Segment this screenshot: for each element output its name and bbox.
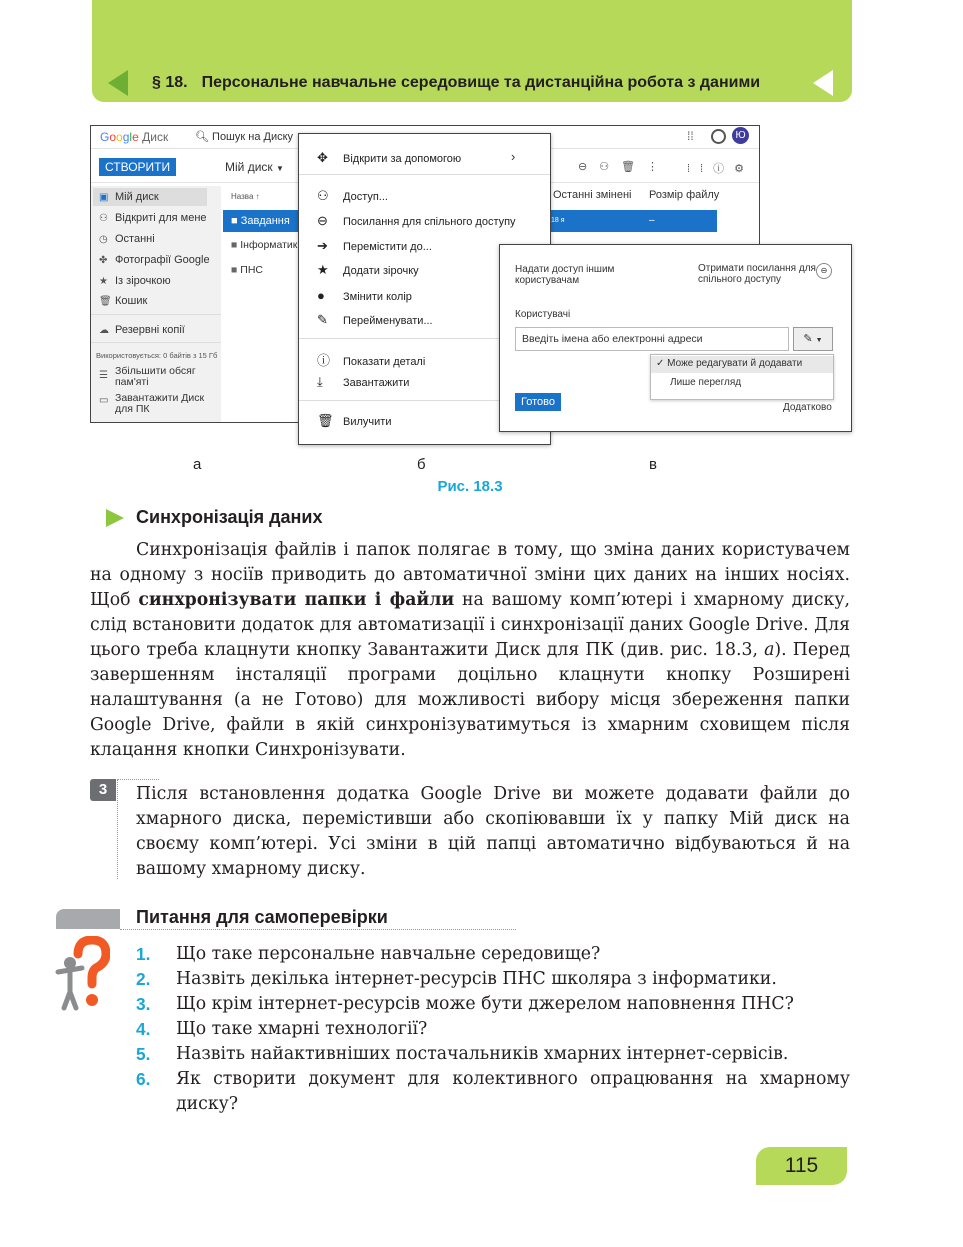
- upgrade-storage-link[interactable]: ☰ Збільшити обсяг пам'яті: [99, 365, 196, 388]
- star-icon: ★: [99, 276, 108, 287]
- computer-icon: ▭: [99, 395, 109, 406]
- menu-item-get-link[interactable]: ⊖ Посилання для спільного доступу: [317, 213, 516, 228]
- menu-item-download[interactable]: ⤓ Завантажити: [317, 374, 410, 389]
- clock-icon: ◷: [99, 234, 108, 245]
- search-box[interactable]: [195, 130, 293, 143]
- drive-logo: Google Диск: [100, 130, 169, 144]
- section-arrow-icon: [106, 509, 124, 527]
- users-input[interactable]: [515, 327, 789, 351]
- list-item: 3. Що крім інтернет-ресурсів може бути джерелом наповнення ПНС?: [136, 994, 794, 1014]
- advanced-link[interactable]: Додатково: [783, 402, 832, 413]
- search-icon: 🔍︎: [195, 131, 209, 143]
- photos-icon: ✤: [99, 255, 108, 266]
- menu-item-add-star[interactable]: ★ Додати зірочку: [317, 262, 419, 277]
- page-number: 115: [756, 1147, 847, 1185]
- sidebar-divider: [91, 342, 221, 343]
- menu-item-move[interactable]: ➔ Перемістити до...: [317, 238, 432, 253]
- questions-bar: [56, 909, 120, 929]
- open-with-icon: ✥: [317, 150, 328, 165]
- users-label: Користувачі: [515, 309, 571, 320]
- header-left-arrow-icon: [108, 70, 128, 96]
- rename-icon: ✎: [317, 312, 328, 327]
- sidebar-item-recent[interactable]: ◷ Останні: [99, 233, 155, 245]
- section-heading: Синхронізація даних: [136, 507, 323, 527]
- sidebar-item-backups[interactable]: ☁ Резервні копії: [99, 324, 185, 336]
- option-view-only[interactable]: Лише перегляд: [670, 377, 742, 388]
- storage-icon: ☰: [99, 370, 108, 381]
- star-icon: ★: [317, 262, 329, 277]
- toolbar-icons[interactable]: ⊖⚇🗑︎⋮: [578, 161, 671, 173]
- header-right-arrow-icon: [813, 70, 833, 96]
- menu-item-rename[interactable]: ✎ Перейменувати...: [317, 312, 433, 327]
- sidebar-item-starred[interactable]: ★ Із зірочкою: [99, 275, 171, 287]
- storage-usage: Використовується: 0 байтів з 15 Гб: [96, 351, 218, 360]
- list-item: 2. Назвіть декілька інтернет-ресурсів ПНС школяра з інформатики.: [136, 969, 777, 989]
- file-row-tasks[interactable]: ■ Завдання: [231, 215, 290, 227]
- avatar[interactable]: Ю: [732, 127, 749, 144]
- column-size[interactable]: Розмір файлу: [649, 189, 720, 201]
- menu-item-share[interactable]: ⚇ Доступ...: [317, 188, 388, 203]
- file-modified: 18 я: [551, 217, 565, 224]
- done-button[interactable]: Готово: [515, 393, 561, 411]
- share-dialog-title: Надати доступ іншим користувачам: [515, 264, 615, 286]
- questions-underline: [120, 929, 516, 930]
- permission-dropdown[interactable]: [793, 327, 833, 351]
- info-icon: ⓘ: [317, 353, 331, 368]
- notifications-icon[interactable]: [711, 129, 726, 144]
- share-icon: ⚇: [317, 188, 329, 203]
- link-icon: ⊖: [317, 213, 328, 228]
- link-icon[interactable]: ⊖: [816, 263, 832, 279]
- list-item: 4. Що таке хмарні технології?: [136, 1019, 428, 1039]
- menu-item-change-color[interactable]: ● Змінити колір: [317, 288, 412, 303]
- view-settings-icons[interactable]: ⁞⁞ⓘ⚙︎: [687, 163, 754, 175]
- trash-icon: 🗑︎: [99, 296, 112, 307]
- bold-term: синхронізувати папки і файли: [138, 590, 455, 610]
- note-border-left: [117, 779, 118, 879]
- question-mark-person-icon: [54, 936, 110, 1012]
- note-badge: 3: [90, 779, 116, 801]
- apps-icon[interactable]: ⁞⁞: [687, 129, 694, 143]
- note-border-top: [117, 779, 159, 780]
- chevron-down-icon: ▼: [815, 337, 823, 344]
- download-drive-link[interactable]: ▭ Завантажити Диск для ПК: [99, 392, 205, 415]
- palette-icon: ●: [317, 288, 325, 303]
- sidebar-divider: [91, 314, 221, 315]
- figure-letter-b: б: [417, 456, 426, 473]
- users-input-placeholder: Введіть імена або електронні адреси: [522, 333, 703, 345]
- figure-caption: Рис. 18.3: [437, 478, 503, 495]
- sidebar-item-photos[interactable]: ✤ Фотографії Google: [99, 254, 210, 266]
- menu-item-open-with[interactable]: ✥ Відкрити за допомогою: [317, 150, 462, 165]
- section-number: § 18.: [152, 74, 188, 91]
- pencil-icon: ✎: [803, 333, 813, 345]
- running-header: [152, 74, 760, 92]
- file-row-pns[interactable]: ■ ПНС: [231, 264, 263, 276]
- folder-icon: ■: [231, 264, 238, 276]
- note-text: Після встановлення додатка Google Drive ви можете додавати файли до хмарного диска, перемістивши або скопіювавши їх у папку Мій диск на своєму комп’ютері. Усі зміни в цій папці автоматично відбуваються й на вашому хмарному диску.: [136, 784, 850, 879]
- chevron-down-icon: ▼: [276, 164, 284, 173]
- figure-letter-c: в: [649, 456, 657, 473]
- list-item: 5. Назвіть найактивніших постачальників хмарних інтернет-сервісів.: [136, 1044, 789, 1064]
- sidebar-item-trash[interactable]: 🗑︎ Кошик: [99, 295, 148, 307]
- questions-list: [136, 942, 850, 1117]
- list-item: 1. Що таке персональне навчальне середовище?: [136, 944, 601, 964]
- menu-item-delete[interactable]: 🗑︎ Вилучити: [317, 413, 392, 428]
- chevron-right-icon: ›: [511, 149, 516, 164]
- paragraph-sync: Синхронізація файлів і папок полягає в тому, що зміна даних користувачем на одному з носіїв приводить до автоматичної зміни цих даних на інших носіях. Щоб синхронізувати папки і файли на вашому комп’ютері і хмарному диску, слід встановити додаток для автоматизації і синхронізації даних Google Drive. Для цього треба клацнути кнопку Завантажити Диск для ПК (див. рис. 18.3, а). Перед завершенням інсталяції програми доцільно клацнути кнопку Розширені налаштування (а не Готово) для можливості вибору місця збереження папки Google Drive, файли в якій синхронізуватимуться із хмарним сховищем після клацання кнопки Синхронізувати.: [90, 540, 850, 760]
- list-item: 6. Як створити документ для колективного опрацювання на хмарному диску?: [136, 1069, 850, 1114]
- menu-item-details[interactable]: ⓘ Показати деталі: [317, 350, 425, 369]
- option-can-edit[interactable]: ✓ Може редагувати й додавати: [656, 358, 803, 369]
- search-placeholder: Пошук на Диску: [212, 131, 294, 143]
- my-drive-dropdown[interactable]: Мій диск ▼: [225, 160, 284, 174]
- create-button[interactable]: СТВОРИТИ: [99, 158, 176, 176]
- sidebar-item-my-drive[interactable]: ▣ Мій диск: [99, 191, 159, 203]
- figure-screenshot-c-share-dialog: [499, 244, 852, 432]
- folder-icon: ■: [231, 215, 238, 227]
- get-link-label[interactable]: Отримати посилання для спільного доступу: [698, 263, 816, 285]
- move-icon: ➔: [317, 238, 328, 253]
- file-row-informatics[interactable]: ■ Інформатик: [231, 239, 298, 251]
- cloud-icon: ☁: [99, 325, 109, 336]
- figure-letter-a: а: [193, 456, 202, 473]
- folder-icon: ■: [231, 239, 238, 251]
- permission-options: [650, 354, 834, 400]
- column-name[interactable]: Назва ↑: [231, 192, 260, 201]
- column-modified[interactable]: Останні змінені: [553, 189, 632, 201]
- shared-icon: ⚇: [99, 213, 108, 224]
- checkmark-icon: ✓: [656, 358, 665, 369]
- questions-heading: Питання для самоперевірки: [136, 907, 388, 927]
- drive-icon: ▣: [99, 192, 109, 203]
- file-size: –: [649, 215, 655, 226]
- delete-icon: 🗑︎: [317, 413, 334, 428]
- sidebar-item-shared[interactable]: ⚇ Відкриті для мене: [99, 212, 207, 224]
- section-title: Персональне навчальне середовище та дистанційна робота з даними: [201, 74, 761, 91]
- menu-separator: [299, 174, 550, 175]
- download-icon: ⤓: [317, 374, 323, 389]
